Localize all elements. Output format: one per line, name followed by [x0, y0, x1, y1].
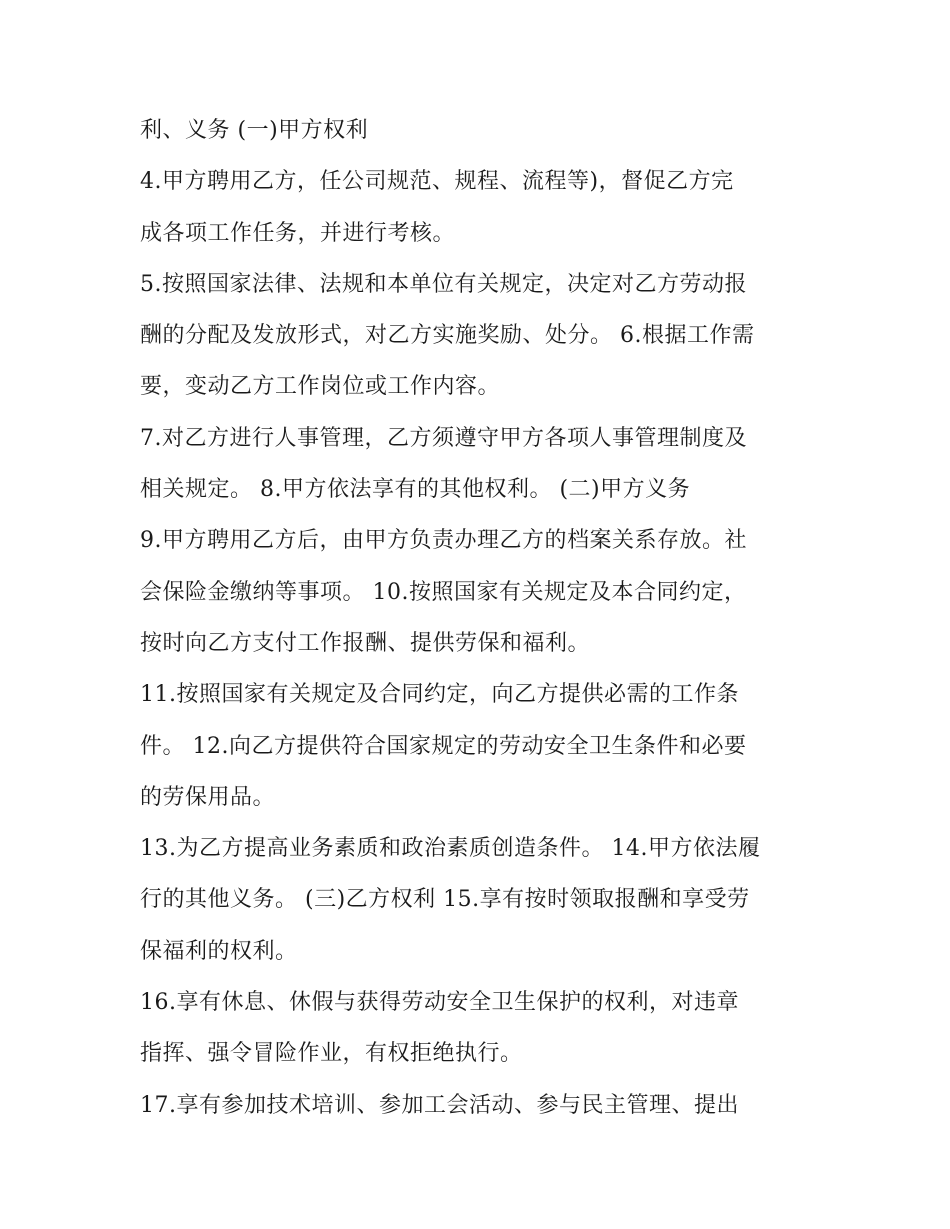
text-line: 5.按照国家法律、法规和本单位有关规定，决定对乙方劳动报: [140, 271, 747, 297]
text-line: 9.甲方聘用乙方后，由甲方负责办理乙方的档案关系存放。社: [140, 528, 747, 554]
text-line: 13.为乙方提高业务素质和政治素质创造条件。 14.甲方依法履: [140, 836, 761, 862]
text-line: 11.按照国家有关规定及合同约定，向乙方提供必需的工作条: [140, 682, 739, 708]
text-line: 相关规定。 8.甲方依法享有的其他权利。 (二)甲方义务: [140, 477, 691, 503]
text-line: 16.享有休息、休假与获得劳动安全卫生保护的权利，对违章: [140, 990, 739, 1016]
text-line: 按时向乙方支付工作报酬、提供劳保和福利。: [140, 630, 591, 656]
text-line: 的劳保用品。: [140, 784, 276, 810]
text-line: 4.甲方聘用乙方，任公司规范、规程、流程等)，督促乙方完: [140, 169, 734, 195]
document-body: [140, 105, 820, 1131]
text-line: 酬的分配及发放形式，对乙方实施奖励、处分。 6.根据工作需: [140, 323, 755, 349]
text-line: 成各项工作任务，并进行考核。: [140, 220, 456, 246]
text-line: 保福利的权利。: [140, 938, 298, 964]
text-line: 件。 12.向乙方提供符合国家规定的劳动安全卫生条件和必要: [140, 733, 747, 759]
text-line: 7.对乙方进行人事管理，乙方须遵守甲方各项人事管理制度及: [140, 425, 747, 451]
text-line: 会保险金缴纳等事项。 10.按照国家有关规定及本合同约定，: [140, 579, 747, 605]
text-line: 利、义务 (一)甲方权利: [140, 118, 369, 143]
text-line: 17.享有参加技术培训、参加工会活动、参与民主管理、提出: [140, 1092, 739, 1118]
text-line: 行的其他义务。 (三)乙方权利 15.享有按时领取报酬和享受劳: [140, 887, 750, 913]
text-line: 指挥、强令冒险作业，有权拒绝执行。: [140, 1041, 523, 1067]
text-line: 要，变动乙方工作岗位或工作内容。: [140, 374, 501, 400]
